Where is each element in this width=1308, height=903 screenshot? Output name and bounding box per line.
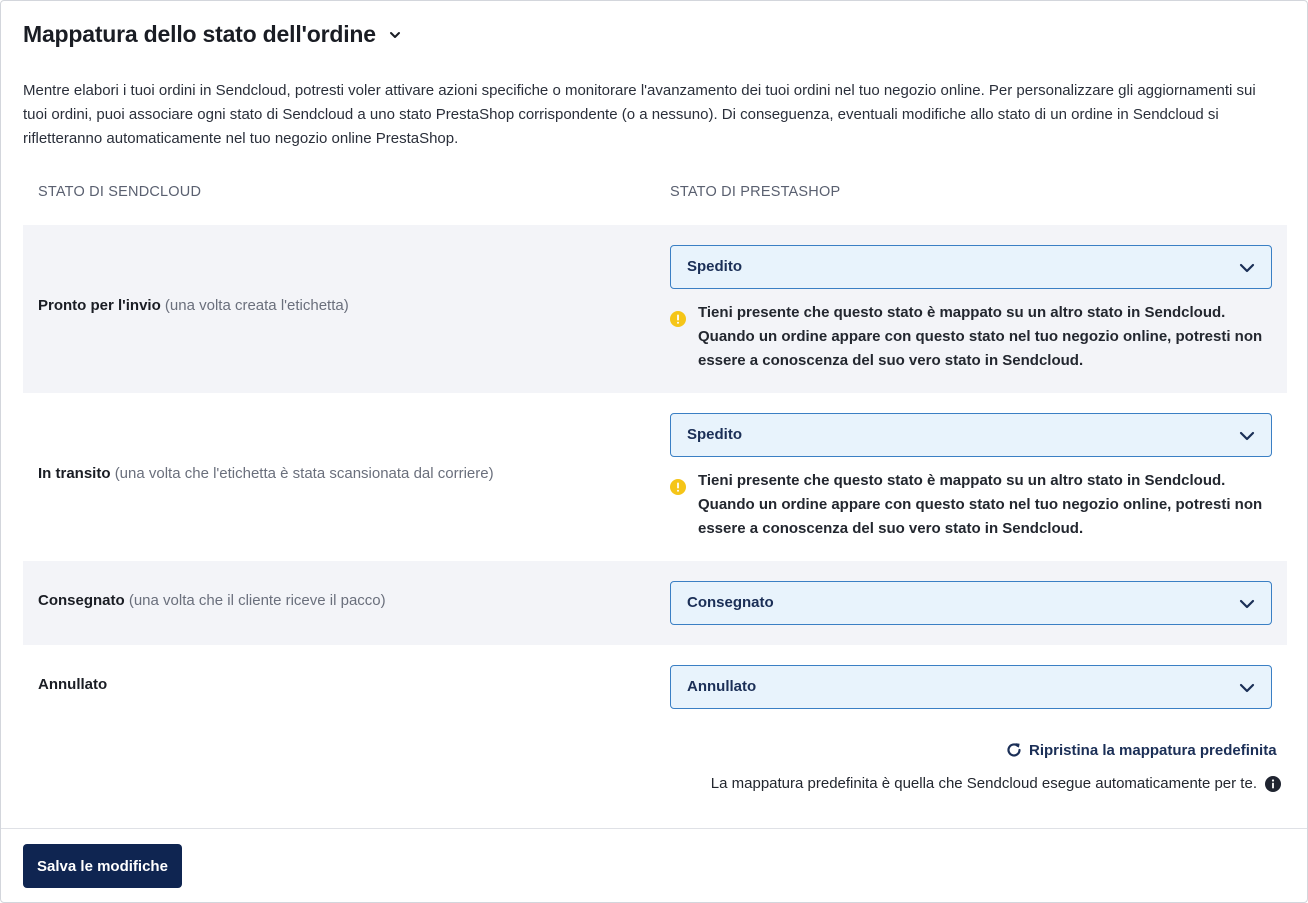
section-title: Mappatura dello stato dell'ordine: [23, 21, 376, 47]
warning-text: Tieni presente che questo stato è mappato su un altro stato in Sendcloud. Quando un ordine appare con questo stato nel tuo negozio online, potresti non essere a conoscenza del suo vero stato in Sendcloud.: [698, 472, 1263, 537]
row-label: [38, 297, 349, 314]
selected-value: Spedito: [687, 258, 742, 275]
status-description: (una volta creata l'etichetta): [164, 297, 349, 314]
chevron-down-icon: [1239, 596, 1255, 612]
reset-label: Ripristina la mappatura predefinita: [1029, 741, 1277, 759]
prestashop-status-select[interactable]: [670, 245, 1272, 289]
intro-text: Mentre elabori i tuoi ordini in Sendcloud, potresti voler attivare azioni specifiche o monitorare l'avanzamento dei tuoi ordini nel tuo negozio online. Per personalizzare gli aggiornamenti sui tuoi ordini, puoi associare ogni stato di Sendcloud a uno stato PrestaShop corrispondente (o a nessuno). Di conseguenza, eventuali modifiche allo stato di un ordine in Sendcloud si rifletteranno automaticamente nel tuo negozio online PrestaShop.: [23, 82, 1256, 147]
row-label: [38, 465, 494, 482]
reset-default-mapping-link[interactable]: [1005, 741, 1277, 759]
chevron-down-icon: [1239, 260, 1255, 276]
status-description: (una volta che l'etichetta è stata scansionata dal corriere): [114, 465, 494, 482]
prestashop-status-select[interactable]: [670, 581, 1272, 625]
warning-text: Tieni presente che questo stato è mappato su un altro stato in Sendcloud. Quando un ordine appare con questo stato nel tuo negozio online, potresti non essere a conoscenza del suo vero stato in Sendcloud.: [698, 304, 1263, 369]
mapping-row-cancelled: [23, 645, 1287, 729]
warning-icon: [670, 311, 686, 327]
warning-icon: [670, 479, 686, 495]
status-name: Pronto per l'invio: [38, 297, 161, 314]
status-name: Consegnato: [38, 592, 125, 609]
row-label: [38, 676, 107, 693]
status-description: (una volta che il cliente riceve il pacco): [128, 592, 386, 609]
footer-divider: [1, 828, 1307, 829]
chevron-down-icon: [1239, 680, 1255, 696]
mapping-row-in-transit: [23, 393, 1287, 561]
info-icon[interactable]: [1265, 776, 1281, 792]
status-name: In transito: [38, 465, 111, 482]
mapping-row-delivered: [23, 561, 1287, 645]
row-label: [38, 592, 386, 609]
refresh-icon: [1005, 741, 1023, 759]
note-text: La mappatura predefinita è quella che Sendcloud esegue automaticamente per te.: [710, 775, 1257, 792]
prestashop-status-select[interactable]: [670, 413, 1272, 457]
prestashop-status-select[interactable]: [670, 665, 1272, 709]
column-header-prestashop: STATO DI PRESTASHOP: [670, 184, 841, 200]
selected-value: Annullato: [687, 678, 757, 695]
column-header-sendcloud: STATO DI SENDCLOUD: [38, 184, 202, 200]
default-mapping-note: [711, 775, 1281, 792]
status-name: Annullato: [38, 676, 108, 693]
mapping-row-ready-to-send: [23, 225, 1287, 393]
save-changes-button[interactable]: Salva le modifiche: [23, 844, 182, 888]
selected-value: Spedito: [687, 426, 742, 443]
chevron-down-icon: [1239, 428, 1255, 444]
section-header[interactable]: [23, 21, 402, 48]
selected-value: Consegnato: [687, 594, 774, 611]
chevron-down-icon[interactable]: [388, 28, 402, 42]
